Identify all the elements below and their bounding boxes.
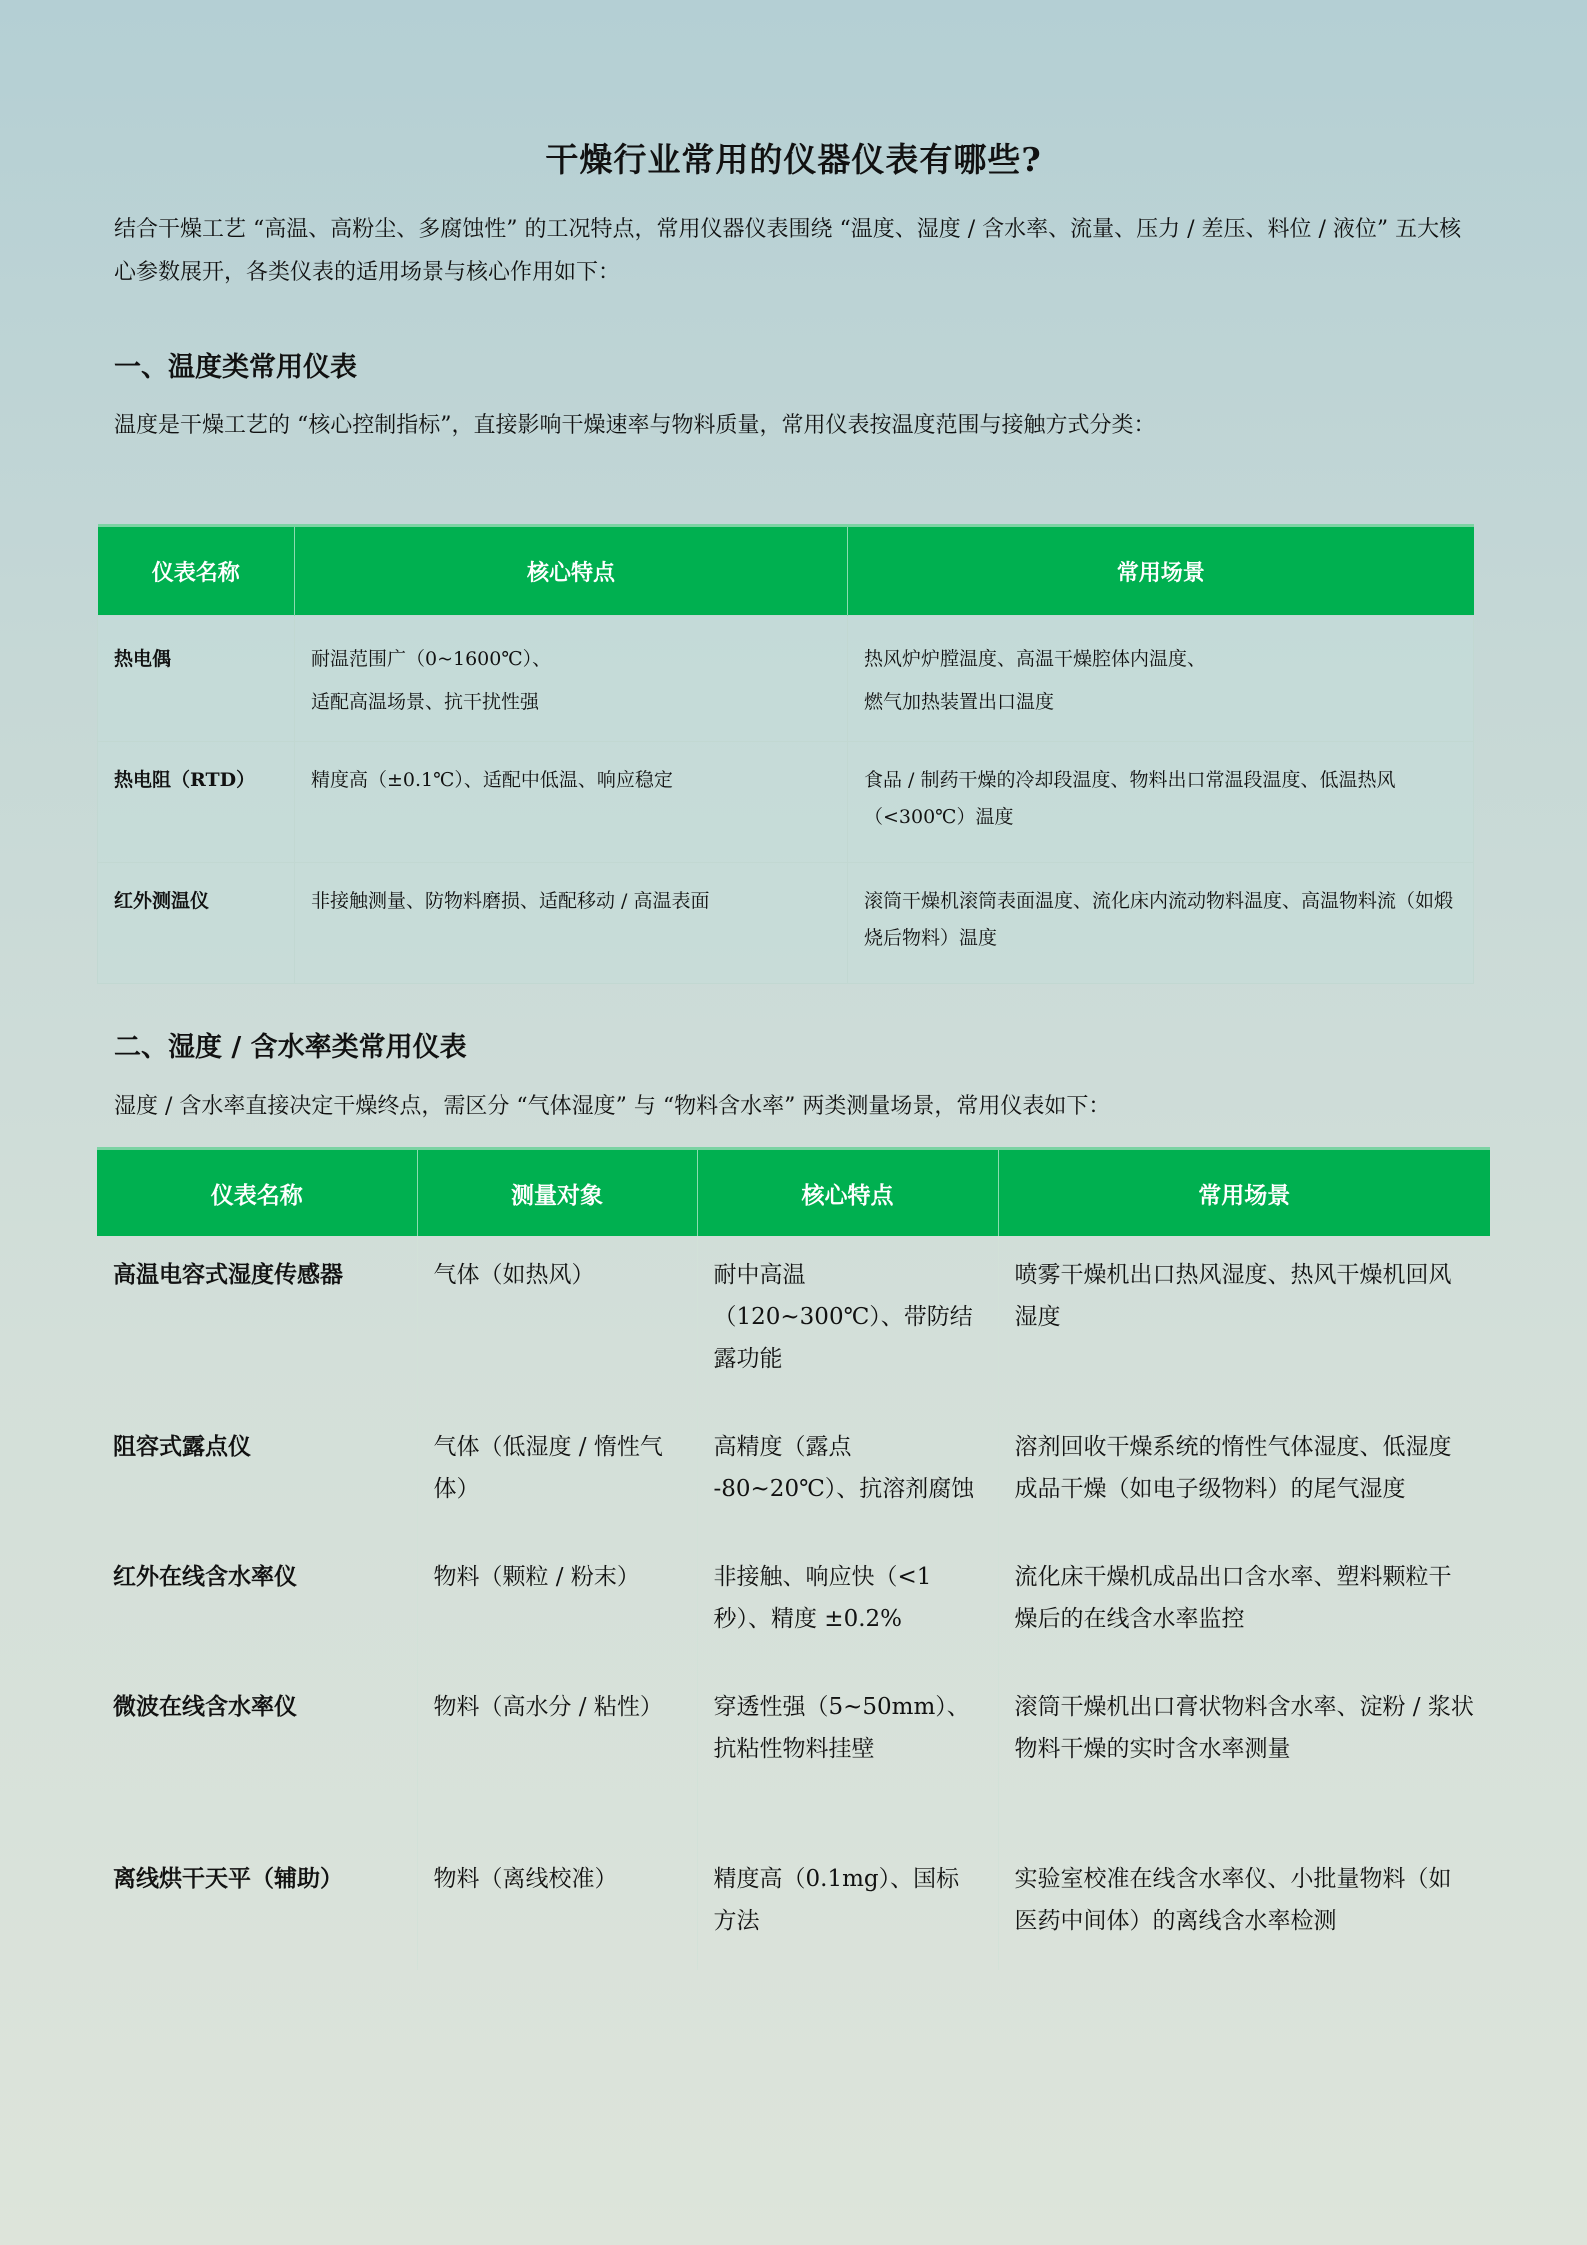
table-row — [97, 1236, 1490, 1408]
instrument-scene: 喷雾干燥机出口热风湿度、热风干燥机回风湿度 — [1014, 1262, 1452, 1330]
scene-line: 热风炉炉膛温度、高温干燥腔体内温度、 — [864, 648, 1207, 670]
column-header-name: 仪表名称 — [97, 1149, 417, 1237]
section2-description: 湿度 / 含水率直接决定干燥终点，需区分 “气体湿度” 与 “物料含水率” 两类测量场景，常用仪表如下： — [114, 1094, 1111, 1119]
measurement-target: 气体（如热风） — [417, 1236, 697, 1408]
instrument-feature: 耐中高温（120~300℃）、带防结露功能 — [697, 1236, 998, 1408]
instrument-feature: 穿透性强（5~50mm）、抗粘性物料挂壁 — [697, 1668, 998, 1840]
measurement-target: 气体（低湿度 / 惰性气体） — [417, 1408, 697, 1538]
column-header-feature: 核心特点 — [295, 526, 848, 616]
column-header-name: 仪表名称 — [98, 526, 295, 616]
instrument-scene: 流化床干燥机成品出口含水率、塑料颗粒干燥后的在线含水率监控 — [1014, 1564, 1452, 1632]
feature-line: 耐温范围广（0~1600℃）、 — [311, 648, 552, 670]
scene-line: 燃气加热装置出口温度 — [864, 691, 1055, 713]
instrument-name: 微波在线含水率仪 — [97, 1668, 417, 1840]
table-header-row — [98, 526, 1474, 616]
column-header-scene: 常用场景 — [848, 526, 1474, 616]
section1-heading: 一、温度类常用仪表 — [114, 352, 357, 383]
instrument-feature — [295, 616, 848, 742]
temperature-instruments-table — [97, 524, 1474, 984]
table-row — [97, 1408, 1490, 1538]
instrument-scene: 食品 / 制药干燥的冷却段温度、物料出口常温段温度、低温热风（<300℃）温度 — [848, 742, 1474, 863]
humidity-instruments-table — [97, 1147, 1490, 1970]
instrument-scene: 滚筒干燥机出口膏状物料含水率、淀粉 / 浆状物料干燥的实时含水率测量 — [1014, 1694, 1474, 1762]
measurement-target: 物料（高水分 / 粘性） — [417, 1668, 697, 1840]
instrument-name: 红外在线含水率仪 — [97, 1538, 417, 1668]
instrument-name: 高温电容式湿度传感器 — [97, 1236, 417, 1408]
column-header-feature: 核心特点 — [697, 1149, 998, 1237]
column-header-target: 测量对象 — [417, 1149, 697, 1237]
section2-heading: 二、湿度 / 含水率类常用仪表 — [114, 1032, 467, 1063]
table-row — [97, 1840, 1490, 1970]
instrument-name: 热电偶 — [98, 616, 295, 742]
measurement-target: 物料（离线校准） — [417, 1840, 697, 1970]
table-row — [98, 616, 1474, 742]
intro-paragraph: 结合干燥工艺 “高温、高粉尘、多腐蚀性” 的工况特点，常用仪器仪表围绕 “温度、湿度 / 含水率、流量、压力 / 差压、料位 / 液位” 五大核心参数展开，各类仪表的适用场景与核心作用如下： — [114, 217, 1462, 285]
table-row — [98, 863, 1474, 984]
feature-line: 适配高温场景、抗干扰性强 — [311, 691, 540, 713]
instrument-scene: 滚筒干燥机滚筒表面温度、流化床内流动物料温度、高温物料流（如煅烧后物料）温度 — [848, 863, 1474, 984]
page-title: 干燥行业常用的仪器仪表有哪些? — [545, 140, 1042, 179]
column-header-scene: 常用场景 — [998, 1149, 1490, 1237]
instrument-name: 红外测温仪 — [98, 863, 295, 984]
instrument-scene: 实验室校准在线含水率仪、小批量物料（如医药中间体）的离线含水率检测 — [1014, 1866, 1452, 1934]
table-header-row — [97, 1149, 1490, 1237]
instrument-scene — [848, 616, 1474, 742]
instrument-name: 热电阻（RTD） — [98, 742, 295, 863]
instrument-feature: 精度高（0.1mg）、国标方法 — [697, 1840, 998, 1970]
instrument-scene: 溶剂回收干燥系统的惰性气体湿度、低湿度成品干燥（如电子级物料）的尾气湿度 — [1014, 1434, 1452, 1502]
instrument-name: 阻容式露点仪 — [97, 1408, 417, 1538]
instrument-name: 离线烘干天平（辅助） — [97, 1840, 417, 1970]
measurement-target: 物料（颗粒 / 粉末） — [417, 1538, 697, 1668]
section1-description: 温度是干燥工艺的 “核心控制指标”，直接影响干燥速率与物料质量，常用仪表按温度范围与接触方式分类： — [114, 413, 1156, 438]
instrument-feature: 精度高（±0.1℃）、适配中低温、响应稳定 — [295, 742, 848, 863]
table-row — [97, 1668, 1490, 1840]
instrument-feature: 非接触、响应快（<1秒）、精度 ±0.2% — [697, 1538, 998, 1668]
table-row — [98, 742, 1474, 863]
table-row — [97, 1538, 1490, 1668]
instrument-feature: 非接触测量、防物料磨损、适配移动 / 高温表面 — [295, 863, 848, 984]
instrument-feature: 高精度（露点 -80~20℃）、抗溶剂腐蚀 — [697, 1408, 998, 1538]
